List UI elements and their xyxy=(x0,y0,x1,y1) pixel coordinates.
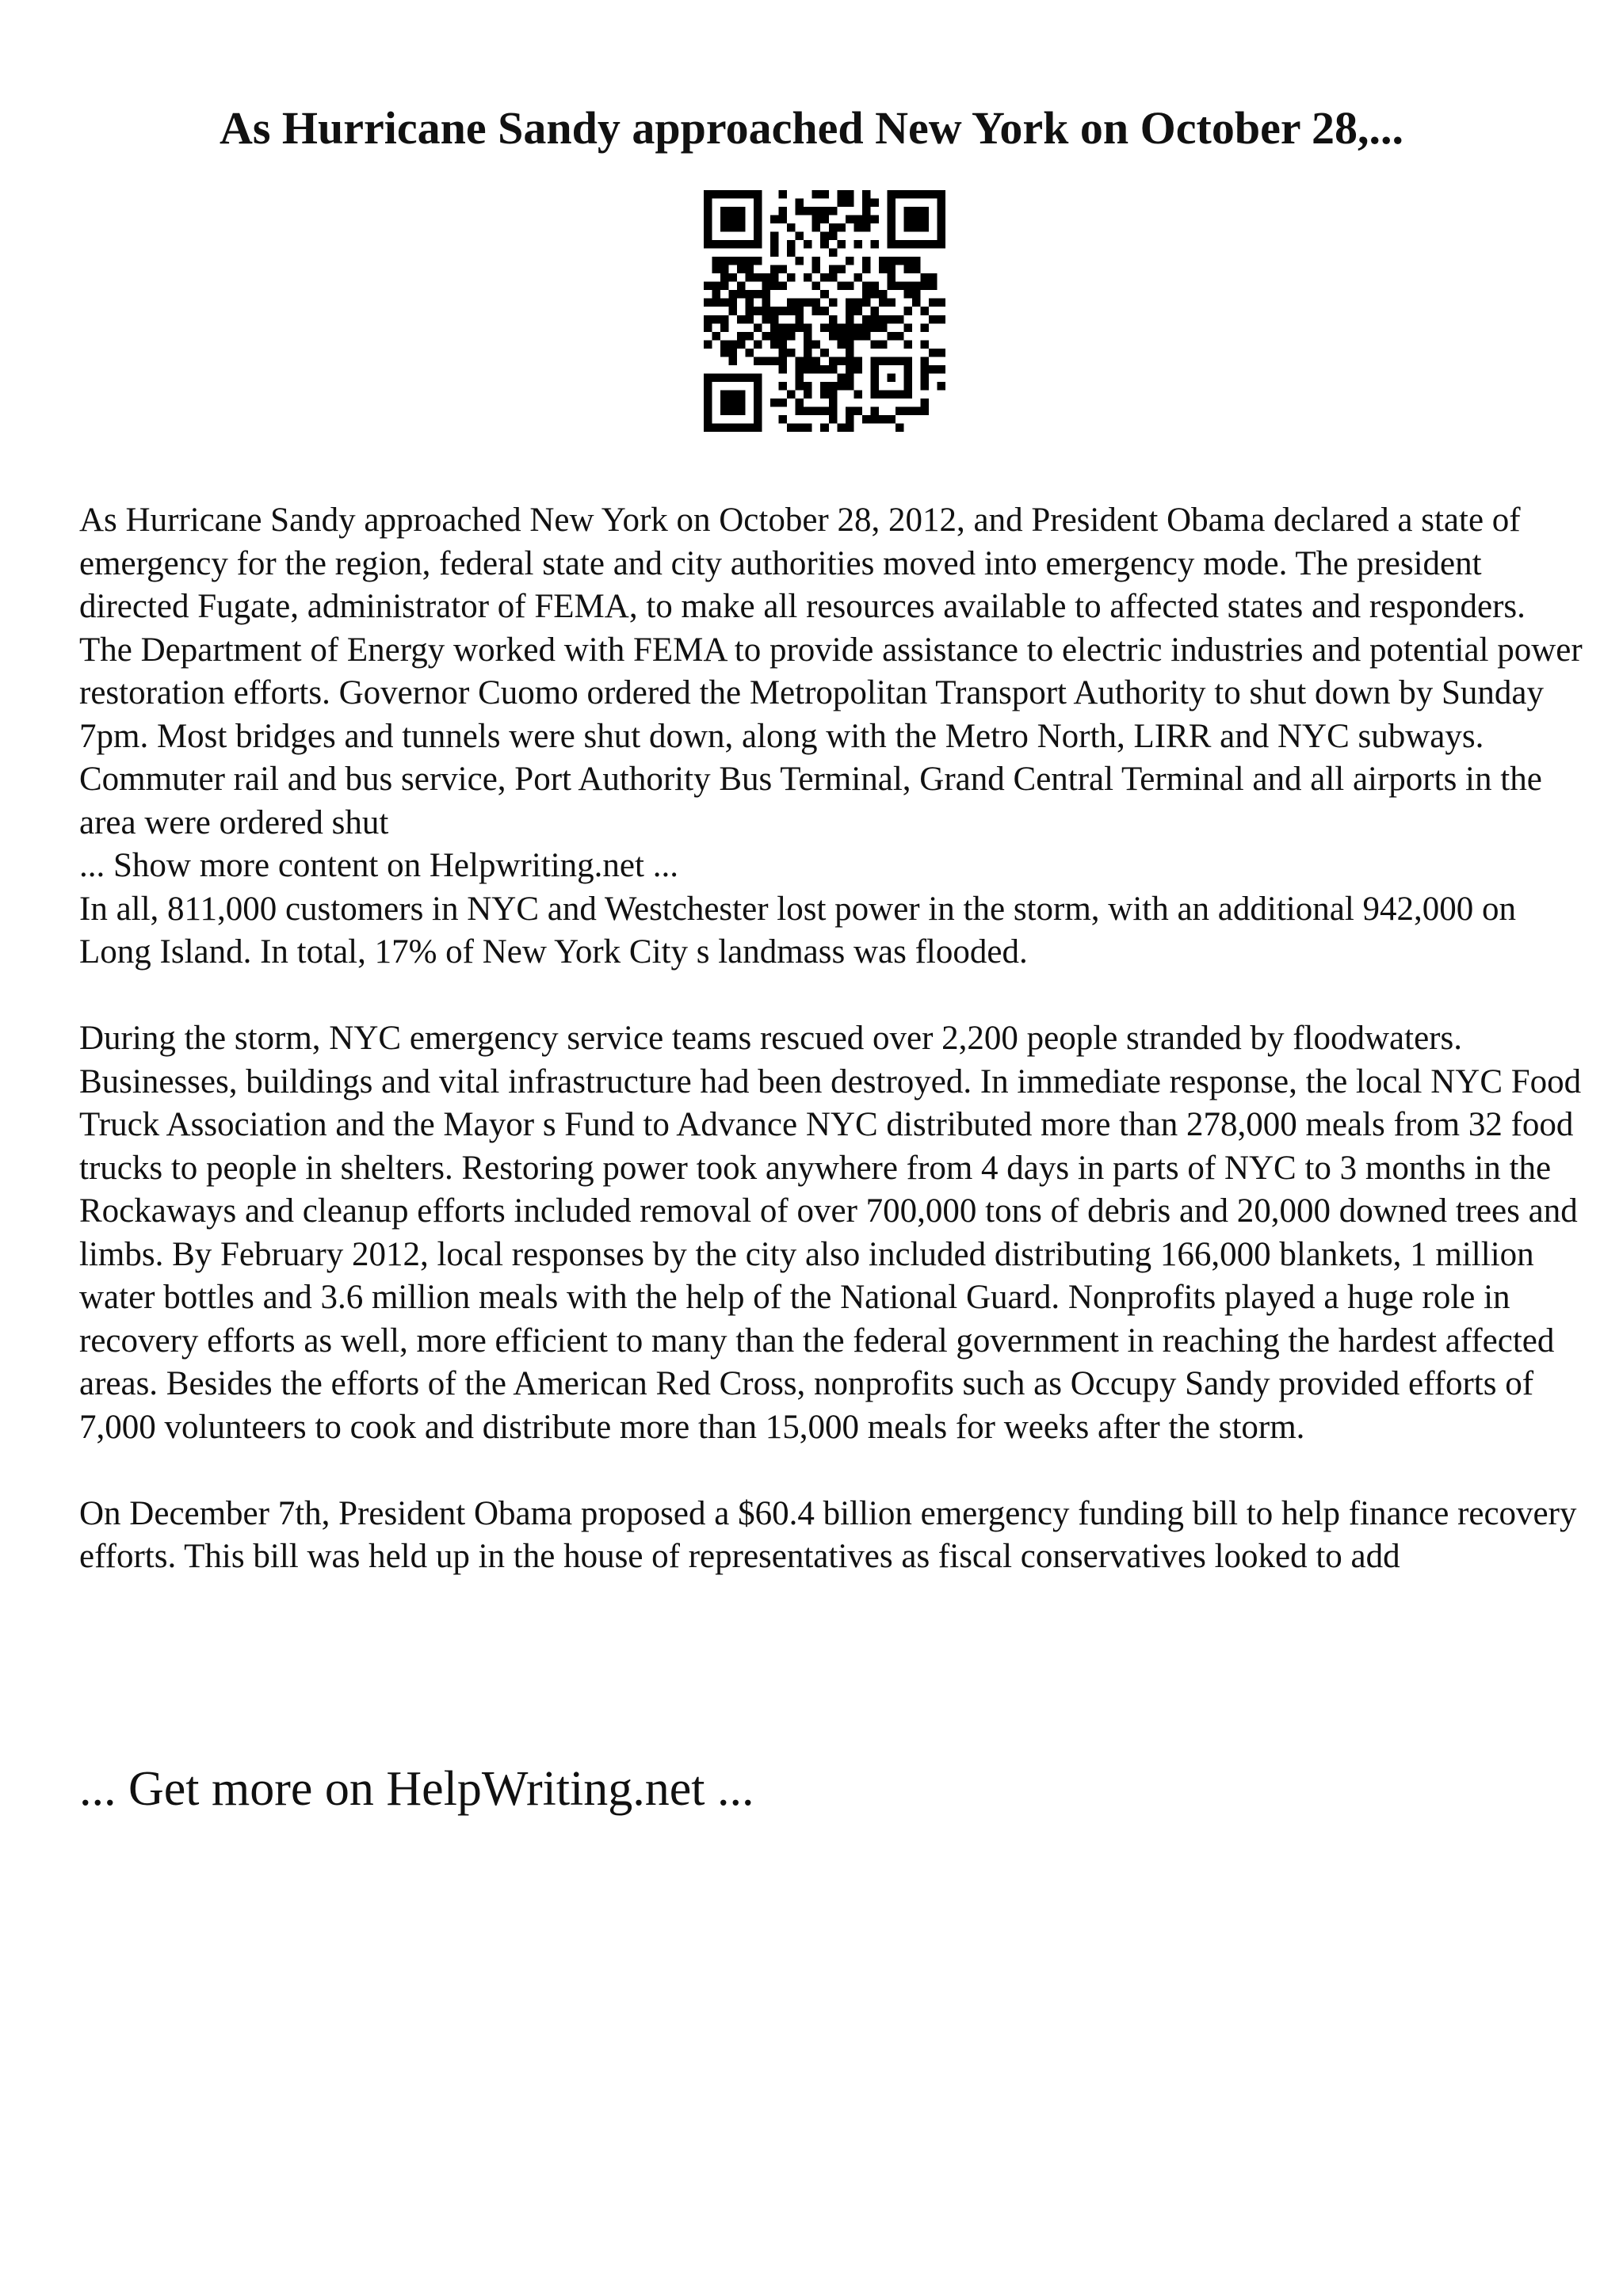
get-more-link[interactable]: ... Get more on HelpWriting.net ... xyxy=(79,1762,754,1816)
paragraph-intro: As Hurricane Sandy approached New York on October 28, 2012, and President Obama declared a state of emergency for the region, federal state and city authorities moved into emergency mode. The president directed Fugate, administrator of FEMA, to make all resources available to affected states and responders. The Department of Energy worked with FEMA to provide assistance to electric industries and potential power restoration efforts. Governor Cuomo ordered the Metropolitan Transport Authority to shut down by Sunday 7pm. Most bridges and tunnels were shut down, along with the Metro North, LIRR and NYC subways. Commuter rail and bus service, Port Authority Bus Terminal, Grand Central Terminal and all airports in the area were ordered shut xyxy=(79,502,1583,841)
show-more-link[interactable]: ... Show more content on Helpwriting.net ... xyxy=(79,847,678,884)
paragraph-funding-bill: On December 7th, President Obama proposed a $60.4 billion emergency funding bill to help finance recovery efforts. This bill was held up in the house of representatives as fiscal conservatives looked to add xyxy=(79,1494,1577,1575)
qr-code-icon xyxy=(704,190,945,432)
paragraph-power-outage: In all, 811,000 customers in NYC and Westchester lost power in the storm, with an additional 942,000 on Long Island. In total, 17% of New York City s landmass was flooded. xyxy=(79,890,1517,971)
document-body xyxy=(79,499,1585,1579)
document-title: As Hurricane Sandy approached New York on October 28,... xyxy=(219,102,1404,154)
paragraph-rescue-efforts: During the storm, NYC emergency service teams rescued over 2,200 people stranded by floodwaters. Businesses, buildings and vital infrastructure had been destroyed. In immediate response, the local NYC Food Truck Association and the Mayor s Fund to Advance NYC distributed more than 278,000 meals from 32 food trucks to people in shelters. Restoring power took anywhere from 4 days in parts of NYC to 3 months in the Rockaways and cleanup efforts included removal of over 700,000 tons of debris and 20,000 downed trees and limbs. By February 2012, local responses by the city also included distributing 166,000 blankets, 1 million water bottles and 3.6 million meals with the help of the National Guard. Nonprofits played a huge role in recovery efforts as well, more efficient to many than the federal government in reaching the hardest affected areas. Besides the efforts of the American Red Cross, nonprofits such as Occupy Sandy provided efforts of 7,000 volunteers to cook and distribute more than 15,000 meals for weeks after the storm. xyxy=(79,1020,1582,1446)
